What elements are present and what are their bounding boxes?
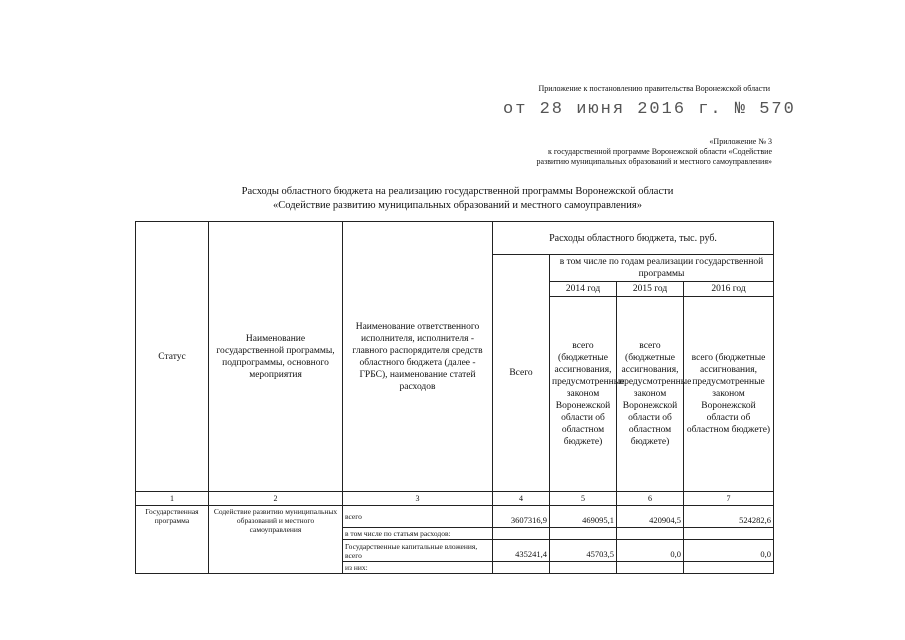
expense-item-label: в том числе по статьям расходов: [343,528,493,540]
header-program-name: Наименование государственной программы, подпрограммы, основного мероприятия [209,222,343,492]
header-year-2015: 2015 год [617,282,684,297]
header-desc-2016: всего (бюджетные ассигнования, предусмотренные законом Воронежской области об областном бюджете) [684,297,774,492]
column-number: 4 [493,492,550,506]
document-title [150,185,765,213]
header-status: Статус [136,222,209,492]
expense-item-label: из них: [343,562,493,574]
value-2014: 469095,1 [550,506,617,528]
reference-line: «Приложение № 3 [709,137,772,146]
value-total: 3607316,9 [493,506,550,528]
value-2015 [617,562,684,574]
column-number: 2 [209,492,343,506]
value-2016 [684,562,774,574]
expense-item-label: всего [343,506,493,528]
column-number: 1 [136,492,209,506]
value-2015 [617,528,684,540]
value-2016: 524282,6 [684,506,774,528]
expense-item-label: Государственные капитальные вложения, всего [343,540,493,562]
column-number: 3 [343,492,493,506]
header-total: Всего [493,255,550,492]
header-desc-2015: всего (бюджетные ассигнования, предусмотренные законом Воронежской области об областном бюджете) [617,297,684,492]
resolution-date-stamp: от 28 июня 2016 г. № 570 [503,100,796,119]
reference-note [480,137,772,167]
table-row [136,506,774,528]
column-number: 7 [684,492,774,506]
header-year-2014: 2014 год [550,282,617,297]
value-total [493,562,550,574]
value-2014: 45703,5 [550,540,617,562]
budget-table [135,221,774,574]
program-name: Содействие развитию муниципальных образований и местного самоуправления [209,506,343,574]
value-2016: 0,0 [684,540,774,562]
header-year-2016: 2016 год [684,282,774,297]
value-2015: 0,0 [617,540,684,562]
reference-line: развитию муниципальных образований и местного самоуправления» [536,157,772,166]
value-total [493,528,550,540]
header-budget-expenses: Расходы областного бюджета, тыс. руб. [493,222,774,255]
value-2014 [550,562,617,574]
title-line: «Содействие развитию муниципальных образований и местного самоуправления» [273,200,642,211]
header-desc-2014: всего (бюджетные ассигнования, предусмотренные законом Воронежской области об областном бюджете) [550,297,617,492]
program-status: Государственная программа [136,506,209,574]
title-line: Расходы областного бюджета на реализацию государственной программы Воронежской области [241,186,674,197]
header-years-group: в том числе по годам реализации государственной программы [550,255,774,282]
value-total: 435241,4 [493,540,550,562]
value-2016 [684,528,774,540]
appendix-note: Приложение к постановлению правительства Воронежской области [538,84,770,93]
header-executor: Наименование ответственного исполнителя, исполнителя - главного распорядителя средств областного бюджета (далее - ГРБС), наименование статей расходов [343,222,493,492]
reference-line: к государственной программе Воронежской области «Содействие [548,147,772,156]
value-2015: 420904,5 [617,506,684,528]
value-2014 [550,528,617,540]
column-number: 5 [550,492,617,506]
column-number: 6 [617,492,684,506]
